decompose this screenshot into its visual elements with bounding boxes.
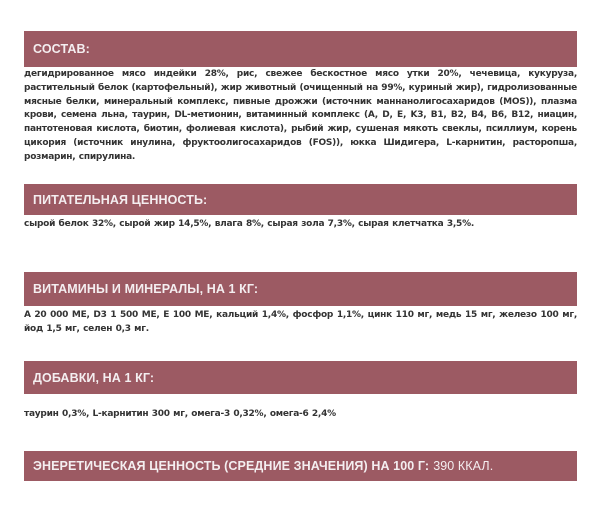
section-header-additives <box>24 361 577 394</box>
section-header-energy-value <box>24 451 577 481</box>
section-header-vitamins-minerals <box>24 272 577 306</box>
energy-value: 390 ККАЛ. <box>433 459 494 473</box>
section-header-composition <box>24 31 577 67</box>
nutritional-value-text: сырой белок 32%, сырой жир 14,5%, влага 8%, сырая зола 7,3%, сырая клетчатка 3,5%. <box>24 219 475 229</box>
section-title-energy-value: ЭНЕРЕТИЧЕСКАЯ ЦЕННОСТЬ (СРЕДНИЕ ЗНАЧЕНИЯ) НА 100 Г: <box>33 459 430 473</box>
composition-text: дегидрированное мясо индейки 28%, рис, свежее бескостное мясо утки 20%, чечевица, кукуруза, растительный белок (картофельный), жир животный (очищенный на 99%, куриный жир), гидролизованные мясные белки, минеральный комплекс, пивные дрожжи (источник маннанолигосахаридов (MOS)), плазма крови, семена льна, таурин, DL-метионин, витаминный комплекс (A, D, E, K3, B1, B2, B4, B6, B12, ниацин, пантотеновая кислота, биотин, фолиевая кислота), рыбий жир, сушеная мякоть свеклы, псиллиум, корень цикория (источник инулина, фруктоолигосахаридов (FOS)), юкка Шидигера, L-карнитин, расторопша, розмарин, спирулина. <box>24 69 577 162</box>
section-title-vitamins-minerals: ВИТАМИНЫ И МИНЕРАЛЫ, НА 1 КГ: <box>33 282 259 296</box>
section-title-nutritional-value: ПИТАТЕЛЬНАЯ ЦЕННОСТЬ: <box>33 192 208 207</box>
vitamins-minerals-text: A 20 000 ME, D3 1 500 ME, E 100 ME, кальций 1,4%, фосфор 1,1%, цинк 110 мг, медь 15 мг, железо 100 мг, йод 1,5 мг, селен 0,3 мг. <box>24 310 577 334</box>
section-header-nutritional-value <box>24 184 577 215</box>
additives-text: таурин 0,3%, L-карнитин 300 мг, омега-3 0,32%, омега-6 2,4% <box>24 409 336 419</box>
section-title-composition: СОСТАВ: <box>33 42 90 56</box>
section-title-additives: ДОБАВКИ, НА 1 КГ: <box>33 370 155 385</box>
